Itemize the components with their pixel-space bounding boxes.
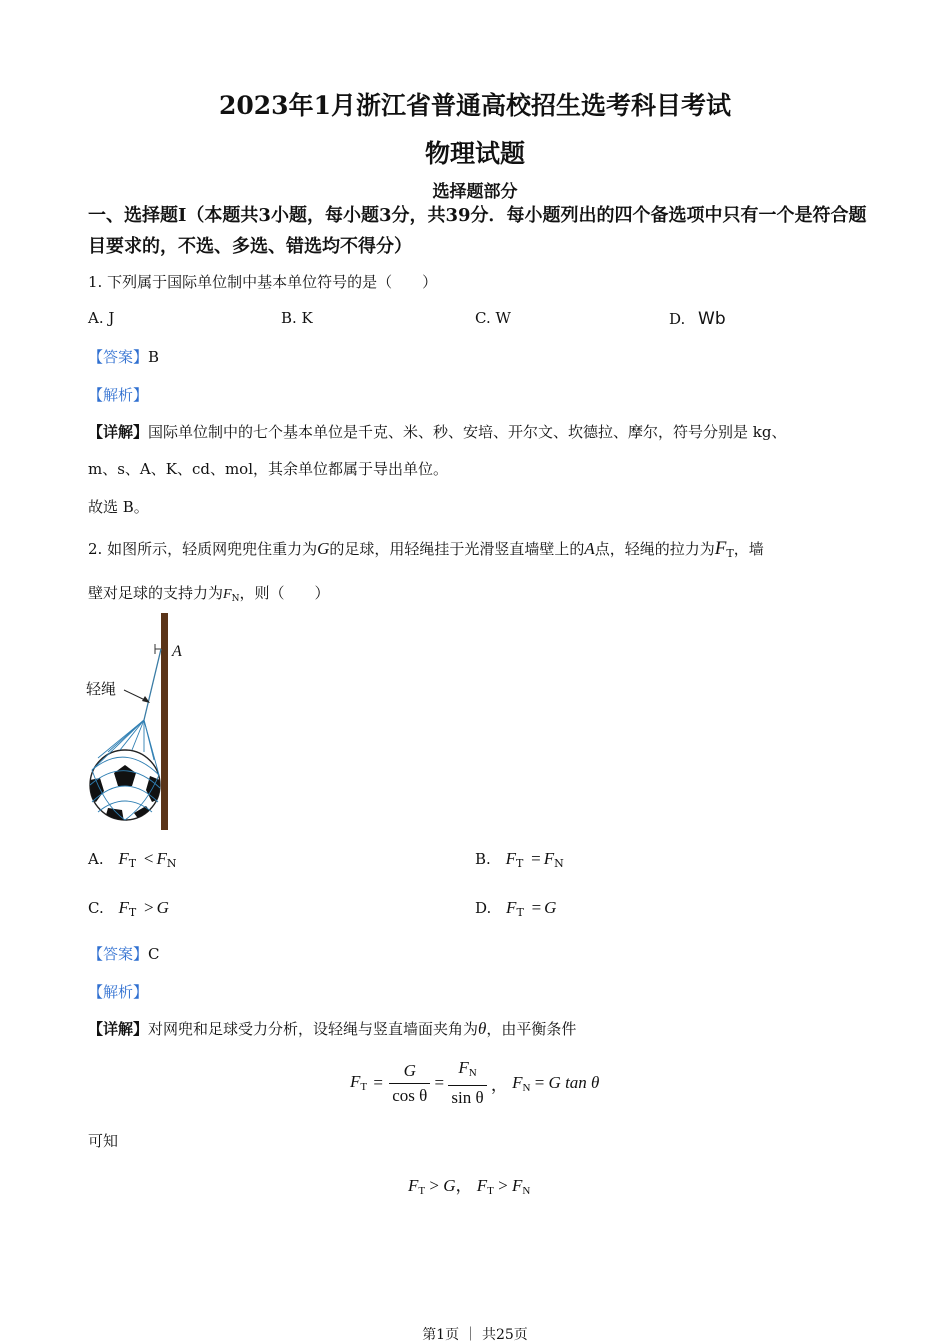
- option-lhs-sub: T: [516, 906, 524, 919]
- option-prefix: B.: [475, 850, 491, 868]
- eq1-fn: F: [512, 1072, 523, 1092]
- option-prefix: A.: [88, 850, 104, 868]
- q1-option-d: [669, 309, 726, 329]
- q2-stem-line2-a: 壁对足球的支持力为: [88, 584, 224, 602]
- part-title: 选择题部分: [432, 182, 518, 202]
- q2-stem-d: ，墙: [733, 540, 764, 558]
- q1-conclusion: 故选 B。: [88, 498, 149, 516]
- option-rel: >: [144, 898, 154, 917]
- q2-analysis-tag: 【解析】: [88, 983, 149, 1001]
- option-rel: <: [143, 849, 154, 868]
- option-rhs: G: [544, 898, 557, 917]
- q1-detail-text1: 国际单位制中的七个基本单位是千克、米、秒、安培、开尔文、坎德拉、摩尔，符号分别是 kg、: [148, 423, 787, 441]
- page-footer: 第1页 ｜ 共25页: [422, 1327, 528, 1343]
- label-rope: 轻绳: [86, 680, 117, 698]
- option-lhs: F: [118, 849, 129, 868]
- option-rhs: G: [156, 898, 169, 917]
- eq1-fraction-2: [448, 1056, 486, 1110]
- q2-stem-A: A: [584, 539, 595, 558]
- rope: [144, 649, 161, 720]
- eq2-rel2: >: [498, 1176, 508, 1195]
- q2-stem-FT-sub: T: [726, 547, 734, 560]
- q1-answer: [88, 346, 159, 367]
- q2-stem-c: 点，轻绳的拉力为: [594, 540, 715, 558]
- q2-stem-G: G: [317, 539, 330, 558]
- option-rel: =: [531, 898, 542, 917]
- q2-stem-FT: F: [714, 538, 727, 559]
- q1-analysis-tag: 【解析】: [88, 386, 149, 404]
- eq1-den1: cos θ: [392, 1085, 428, 1105]
- q2-option-b: [475, 849, 564, 870]
- q2-answer-value: C: [148, 945, 160, 963]
- q2-detail-b: ，由平衡条件: [486, 1020, 577, 1038]
- subject-title: 物理试题: [424, 139, 525, 168]
- eq2-rel1: >: [429, 1176, 439, 1195]
- q1-detail-line2: m、s、A、K、cd、mol，其余单位都属于导出单位。: [88, 460, 449, 478]
- eq2-lhs2: F: [476, 1176, 488, 1195]
- q1-option-d-symbol: Wb: [698, 309, 726, 329]
- option-prefix: C.: [88, 899, 104, 917]
- q2-stem-line1: [88, 538, 764, 560]
- eq1-fn-sub: N: [522, 1081, 531, 1094]
- q2-detail: [88, 1018, 576, 1039]
- option-lhs-sub: T: [128, 857, 137, 870]
- option-rel: =: [531, 849, 541, 868]
- q1-option-c: C. W: [475, 309, 511, 327]
- q2-kezhi: 可知: [88, 1132, 119, 1150]
- option-rhs-sub: N: [166, 857, 177, 870]
- section-heading: 一、选择题Ⅰ（本题共3小题，每小题3分，共39分．每小题列出的四个备选项中只有一个是符合题目要求的，不选、多选、错选均不得分）: [88, 205, 867, 257]
- eq1-num2-sub: N: [468, 1067, 477, 1079]
- q1-answer-value: B: [148, 348, 160, 366]
- equation-1: FT = $\frac{G}{\text{cos θ}}$ = $\frac{FN}{\text{sin θ}}$ ， FN = G tan θ: [350, 1056, 599, 1110]
- q1-option-b: B. K: [281, 309, 313, 327]
- detail-tag: 【详解】: [88, 423, 149, 441]
- eq2-rhs2-sub: N: [522, 1185, 531, 1197]
- q1-option-d-label: D.: [669, 310, 686, 328]
- q2-option-d: [475, 898, 556, 919]
- option-lhs-sub: T: [515, 857, 524, 870]
- detail-tag: 【详解】: [88, 1020, 149, 1038]
- q2-option-c: [88, 898, 169, 919]
- wall: [161, 613, 168, 830]
- option-lhs: F: [506, 898, 517, 917]
- q2-detail-a: 对网兜和足球受力分析，设轻绳与竖直墙面夹角为: [148, 1020, 479, 1038]
- q1-stem: 1. 下列属于国际单位制中基本单位符号的是（ ）: [88, 273, 438, 291]
- exam-title: 2023年1月浙江省普通高校招生选考科目考试: [219, 91, 731, 120]
- q2-stem-line2-b: ，则（ ）: [239, 584, 330, 602]
- q1-detail-line1: [88, 421, 786, 442]
- q2-detail-theta: θ: [478, 1019, 487, 1038]
- q2-option-a: [88, 849, 177, 870]
- eq2-rhs1: G: [443, 1176, 456, 1195]
- q1-option-a: A. J: [88, 309, 115, 327]
- q2-figure: [84, 610, 194, 835]
- q2-stem-FN-sub: N: [231, 594, 240, 604]
- label-point-a: A: [172, 643, 182, 660]
- eq2-rhs2: F: [511, 1176, 523, 1195]
- eq2-lhs2-sub: T: [487, 1185, 494, 1197]
- option-lhs: F: [505, 849, 516, 868]
- option-rhs: F: [156, 849, 167, 868]
- eq1-num2: F: [458, 1058, 469, 1077]
- eq1-lhs-sub: T: [360, 1080, 368, 1093]
- q2-stem-a: 2. 如图所示，轻质网兜兜住重力为: [88, 540, 318, 558]
- eq1-lhs: F: [350, 1071, 361, 1091]
- option-lhs: F: [118, 898, 129, 917]
- q2-stem-FN: F: [223, 587, 232, 602]
- q2-stem-b: 的足球，用轻绳挂于光滑竖直墙壁上的: [329, 540, 585, 558]
- equation-2: FT > G， FT > FN: [408, 1176, 531, 1197]
- answer-tag: 【答案】: [88, 348, 149, 366]
- option-rhs: F: [543, 849, 555, 868]
- q2-stem-line2: [88, 582, 329, 604]
- eq1-den2: sin θ: [451, 1088, 484, 1107]
- eq1-rhs: G tan θ: [548, 1072, 600, 1092]
- eq2-lhs1-sub: T: [418, 1185, 426, 1197]
- option-lhs-sub: T: [128, 906, 137, 919]
- q2-answer: [88, 943, 160, 964]
- option-rhs-sub: N: [554, 857, 564, 870]
- answer-tag: 【答案】: [88, 945, 149, 963]
- eq1-fraction-1: [389, 1059, 430, 1108]
- eq2-lhs1: F: [408, 1176, 419, 1195]
- eq1-num1: G: [389, 1059, 430, 1084]
- option-prefix: D.: [475, 899, 492, 917]
